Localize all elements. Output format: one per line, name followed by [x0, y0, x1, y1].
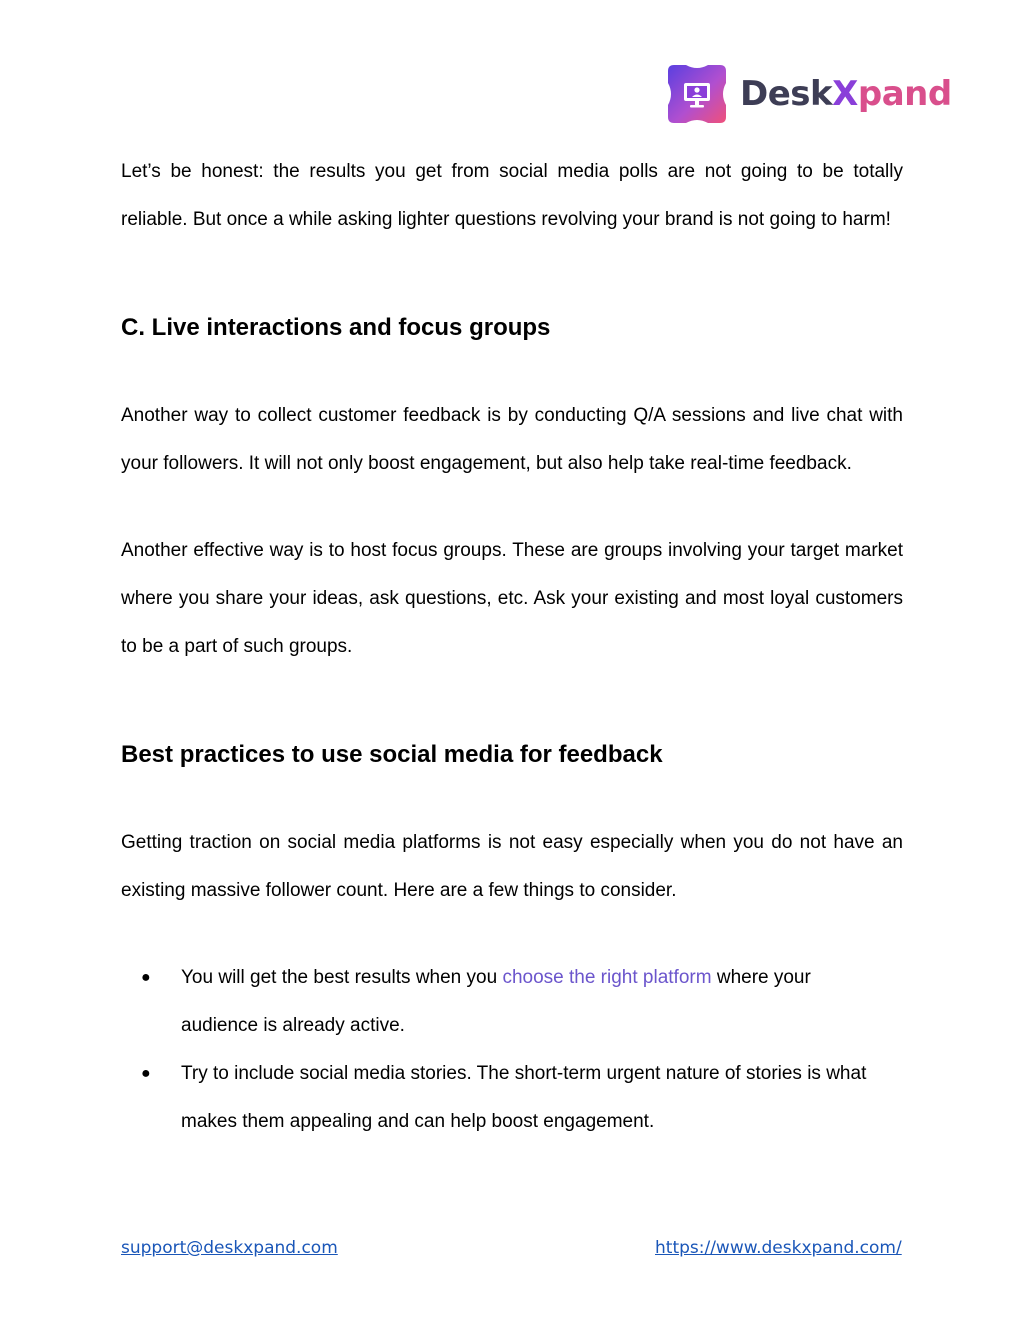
brand-logo — [664, 60, 952, 128]
choose-platform-link[interactable]: choose the right platform — [502, 967, 712, 988]
list-item-text: Try to include social media stories. The short-term urgent nature of stories is what makes them appealing and can help boost engagement. — [181, 1063, 867, 1132]
support-email-link[interactable]: support@deskxpand.com — [121, 1238, 338, 1258]
brand-name — [740, 74, 952, 114]
website-link[interactable]: https://www.deskxpand.com/ — [655, 1238, 902, 1258]
brand-name-pand: pand — [857, 74, 952, 114]
bullet-icon: ● — [141, 1065, 151, 1082]
paragraph-polls-reliability: Let’s be honest: the results you get from social media polls are not going to be totally reliable. But once a while asking lighter questions revolving your brand is not going to harm! — [121, 161, 903, 230]
paragraph-traction: Getting traction on social media platforms is not easy especially when you do not have an existing massive follower count. Here are a few things to consider. — [121, 832, 903, 901]
bullet-icon: ● — [141, 969, 151, 986]
best-practices-list — [121, 954, 903, 1146]
list-item — [121, 1050, 871, 1146]
brand-name-desk: Desk — [740, 74, 833, 114]
paragraph-focus-groups: Another effective way is to host focus groups. These are groups involving your target market where you share your ideas, ask questions, etc. Ask your existing and most loyal customers to be a part of such groups. — [121, 540, 903, 657]
brand-name-x: X — [832, 74, 858, 114]
document-body — [121, 148, 903, 1146]
list-item-text-start: You will get the best results when you — [181, 967, 503, 988]
list-item — [121, 954, 871, 1050]
heading-live-interactions: C. Live interactions and focus groups — [121, 314, 551, 341]
heading-best-practices: Best practices to use social media for feedback — [121, 741, 663, 768]
paragraph-qa-sessions: Another way to collect customer feedback is by conducting Q/A sessions and live chat with your followers. It will not only boost engagement, but also help take real-time feedback. — [121, 405, 903, 474]
list-item-text-end: where your audience is already active. — [181, 967, 811, 1036]
deskxpand-logo-icon — [664, 61, 730, 127]
page-footer — [0, 1238, 1024, 1262]
